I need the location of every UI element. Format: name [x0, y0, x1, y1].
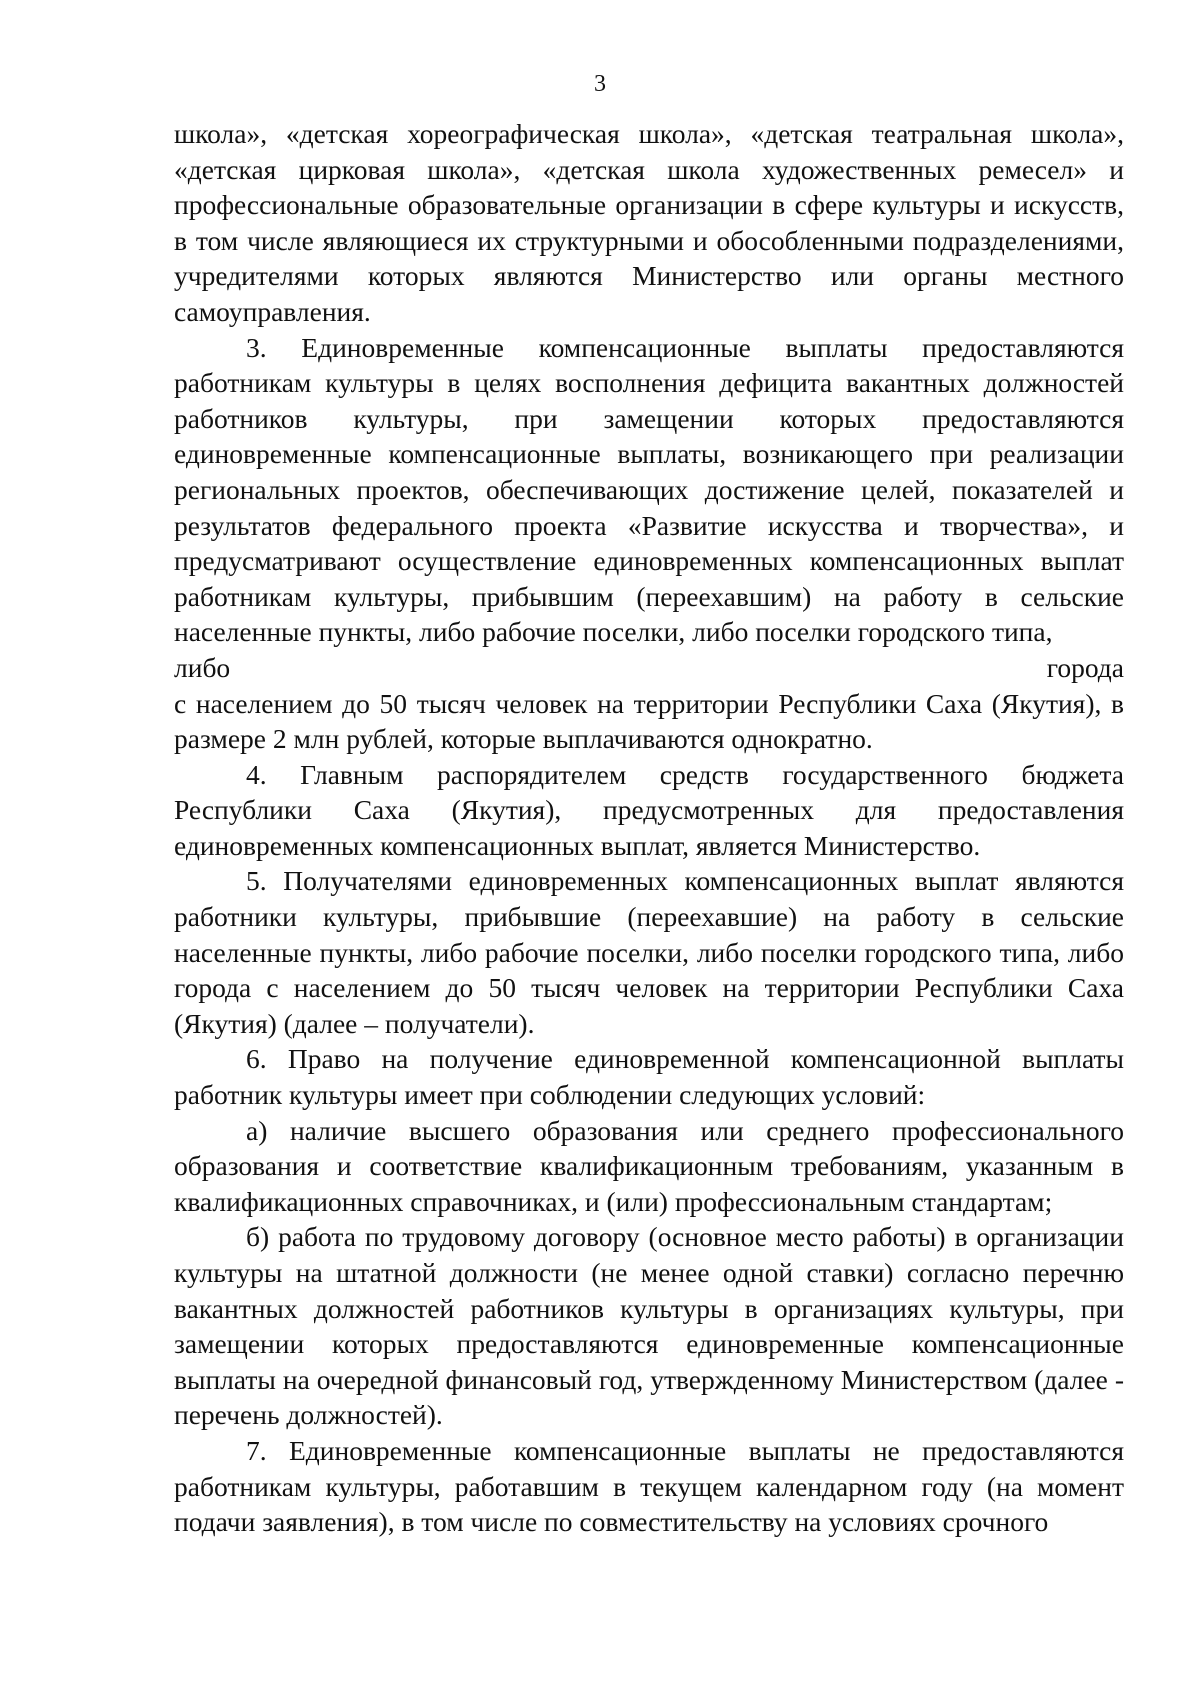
- paragraph-7: 7. Единовременные компенсационные выплаты не предоставляются работникам культуры, работавшим в текущем календарном году (на момент подачи заявления), в том числе по совместительству на условиях срочного: [174, 1434, 1124, 1538]
- paragraph-4: 4. Главным распорядителем средств государственного бюджета Республики Саха (Якутия), предусмотренных для предоставления единовременных компенсационных выплат, является Министерство.: [174, 758, 1124, 861]
- document-body: [174, 116, 1124, 1540]
- paragraph-5: 5. Получателями единовременных компенсационных выплат являются работники культуры, прибывшие (переехавшие) на работу в сельские населенные пункты, либо рабочие поселки, либо поселки городского типа, либо города с населением до 50 тысяч человек на территории Республики Саха (Якутия) (далее – получатели).: [174, 865, 1124, 1039]
- split-word-right: города: [1046, 651, 1124, 683]
- paragraph-3-split-line: [174, 650, 1124, 686]
- page-number: 3: [594, 71, 606, 97]
- paragraph-6a: а) наличие высшего образования или среднего профессионального образования и соответствие квалификационным требованиям, указанным в квалификационных справочниках, и (или) профессиональным стандартам;: [174, 1114, 1124, 1217]
- paragraph-6: 6. Право на получение единовременной компенсационной выплаты работник культуры имеет при соблюдении следующих условий:: [174, 1043, 1124, 1111]
- split-word-left: либо: [174, 651, 231, 683]
- paragraph-continued: школа», «детская хореографическая школа», «детская театральная школа», «детская цирковая школа», «детская школа художественных ремесел» и профессиональные образовательные организации в сфере культуры и искусств, в том числе являющиеся их структурными и обособленными подразделениями, учредителями которых являются Министерство или органы местного самоуправления.: [174, 118, 1124, 327]
- paragraph-3-end: с населением до 50 тысяч человек на территории Республики Саха (Якутия), в размере 2 млн рублей, которые выплачиваются однократно.: [174, 687, 1124, 755]
- paragraph-3-start: 3. Единовременные компенсационные выплаты предоставляются работникам культуры в целях восполнения дефицита вакантных должностей работников культуры, при замещении которых предоставляются единовременные компенсационные выплаты, возникающего при реализации региональных проектов, обеспечивающих достижение целей, показателей и результатов федерального проекта «Развитие искусства и творчества», и предусматривают осуществление единовременных компенсационных выплат работникам культуры, прибывшим (переехавшим) на работу в сельские населенные пункты, либо рабочие поселки, либо поселки городского типа,: [174, 331, 1124, 648]
- paragraph-6b: б) работа по трудовому договору (основное место работы) в организации культуры на штатной должности (не менее одной ставки) согласно перечню вакантных должностей работников культуры в организациях культуры, при замещении которых предоставляются единовременные компенсационные выплаты на очередной финансовый год, утвержденному Министерством (далее - перечень должностей).: [174, 1221, 1124, 1431]
